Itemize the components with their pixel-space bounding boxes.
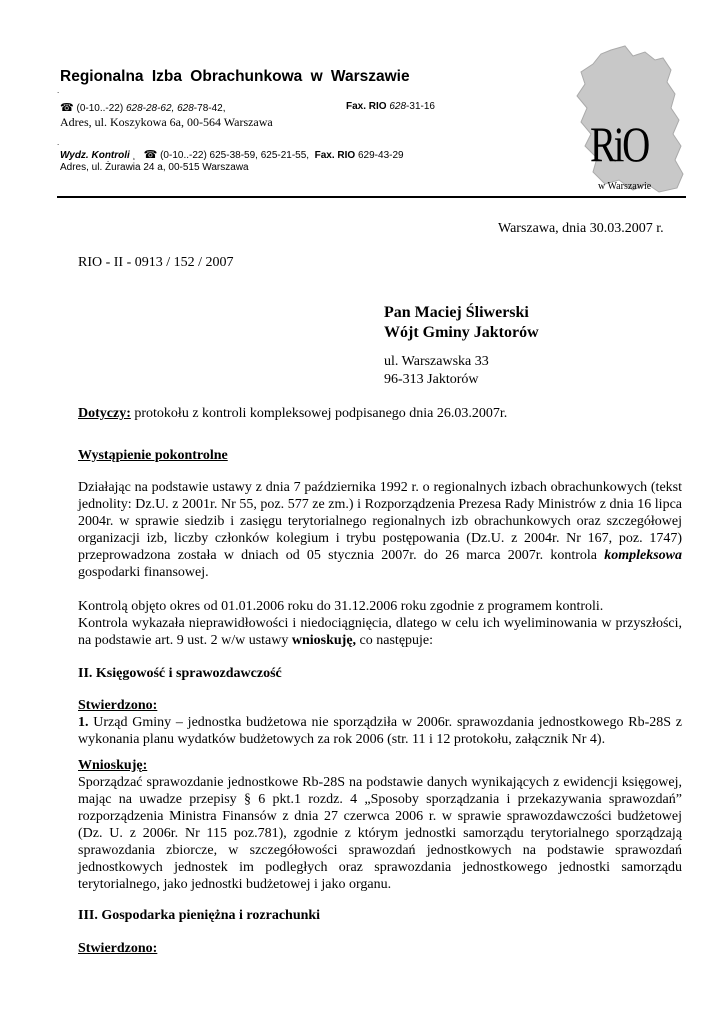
main-fax-line <box>346 101 435 112</box>
finding-number: 1. <box>78 715 89 730</box>
request-text: Sporządzać sprawozdanie jednostkowe Rb-28S na podstawie danych wynikających z ewidencji księgowej, mając na uwadze przepisy § 6 pkt.1 rozdz. 4 „Sposoby sporządzania i przekazywania sprawozdań” rozporządzenia Ministra Finansów z dnia 27 czerwca 2006 r. w sprawie sprawozdawczości budżetowej (Dz. U. z 2006r. Nr 115 poz.781), zgodnie z którym jednostki samorządu terytorialnego sporządzają sprawozdania zbiorcze, w szczegółowości sprawozdań jednostkowych na podstawie sprawozdań jednostkowych jednostek im podległych oraz sprawozdania jednostkowego jednostki samorządu terytorialnego, jako jednostki budżetowej i jako organu. <box>78 775 682 892</box>
reference-number: RIO - II - 0913 / 152 / 2007 <box>78 255 234 270</box>
section-heading: III. Gospodarka pieniężna i rozrachunki <box>78 908 321 923</box>
finding-block <box>78 697 682 748</box>
header-divider <box>57 196 686 198</box>
fax-number-italic: 628 <box>389 101 407 112</box>
main-phone-prefix: (0-10..-22) <box>76 103 126 114</box>
main-phone-numbers: 628-28-62, 628 <box>125 103 194 114</box>
recipient-street: ul. Warszawska 33 <box>384 354 489 369</box>
dept-address: Adres, ul. Żurawia 24 a, 00-515 Warszawa <box>60 162 249 173</box>
intro-emphasis: kompleksowa <box>604 548 682 563</box>
organization-name: Regionalna Izba Obrachunkowa w Warszawie <box>60 68 410 85</box>
dept-phone-line: Wydz. Kontroli ¸ ☎ (0-10..-22) 625-38-59, 625-21-55, Fax. RIO 629-43-29 <box>60 149 404 161</box>
date-line: Warszawa, dnia 30.03.2007 r. <box>498 221 664 236</box>
telephone-icon: ☎ <box>60 102 74 114</box>
intro-text: Działając na podstawie ustawy z dnia 7 października 1992 r. o regionalnych izbach obrachunkowych (tekst jednolity: Dz.U. z 2001r. Nr 55, poz. 577 ze zm.) i Rozporządzenia Prezesa Rady Ministrów z dnia 16 lipca 2004r. w sprawie siedzib i zasięgu terytorialnego regionalnych izb obrachunkowych oraz szczegółowej organizacji izb, liczby członków kolegium i trybu postępowania (Dz.U. z 2004r. Nr 167, poz. 1747) przeprowadzona została w dniach od 05 stycznia 2007r. do 26 marca 2007r. kontrola <box>78 480 682 563</box>
document-heading: Wystąpienie pokontrolne <box>78 448 228 463</box>
finding-text: Urząd Gminy – jednostka budżetowa nie sporządziła w 2006r. sprawozdania jednostkowego Rb-28S z wykonania planu wydatków budżetowych za rok 2006 (str. 11 i 12 protokołu, załącznik Nr 4). <box>78 715 682 747</box>
subject-line <box>78 405 507 422</box>
section-heading: II. Księgowość i sprawozdawczość <box>78 666 282 681</box>
subject-label: Dotyczy: <box>78 406 131 421</box>
recipient-city: 96-313 Jaktorów <box>384 372 479 387</box>
request-block <box>78 757 682 893</box>
logo-text: RiO <box>590 116 649 172</box>
findings-text-end: co następuje: <box>356 633 434 648</box>
bullet-dot: . <box>57 86 60 95</box>
scope-line: Kontrolą objęto okres od 01.01.2006 roku do 31.12.2006 roku zgodnie z programem kontroli. <box>78 599 604 614</box>
recipient-title: Wójt Gminy Jaktorów <box>384 324 539 341</box>
dept-fax-label: Fax. RIO <box>314 150 358 161</box>
main-phone-line <box>60 101 225 114</box>
fax-label: Fax. RIO <box>346 101 390 112</box>
dept-fax-number: 629-43-29 <box>358 150 404 161</box>
dept-label: Wydz. Kontroli <box>60 150 133 161</box>
main-phone-end: -78-42, <box>193 103 226 114</box>
findings-text: Kontrola wykazała nieprawidłowości i niedociągnięcia, dlatego w celu ich wyeliminowania w przyszłości, na podstawie art. 9 ust. 2 w/w ustawy <box>78 616 682 648</box>
scope-paragraph <box>78 598 682 649</box>
findings-emphasis: wnioskuję, <box>291 633 357 648</box>
request-label: Wnioskuję: <box>78 758 148 773</box>
recipient-name: Pan Maciej Śliwerski <box>384 304 529 321</box>
finding-label: Stwierdzono: <box>78 941 158 956</box>
dept-phone: (0-10..-22) 625-38-59, 625-21-55, <box>160 150 310 161</box>
main-address: Adres, ul. Koszykowa 6a, 00-564 Warszawa <box>60 115 273 129</box>
intro-paragraph <box>78 479 682 581</box>
intro-text-end: gospodarki finansowej. <box>78 565 209 580</box>
subject-text: protokołu z kontroli kompleksowej podpisanego dnia 26.03.2007r. <box>130 406 508 421</box>
finding-label: Stwierdzono: <box>78 698 158 713</box>
fax-number-rest: -31-16 <box>406 101 435 112</box>
logo-subtitle: w Warszawie <box>598 181 652 192</box>
bullet-dot: . <box>57 138 60 147</box>
telephone-icon: ☎ <box>143 149 158 161</box>
